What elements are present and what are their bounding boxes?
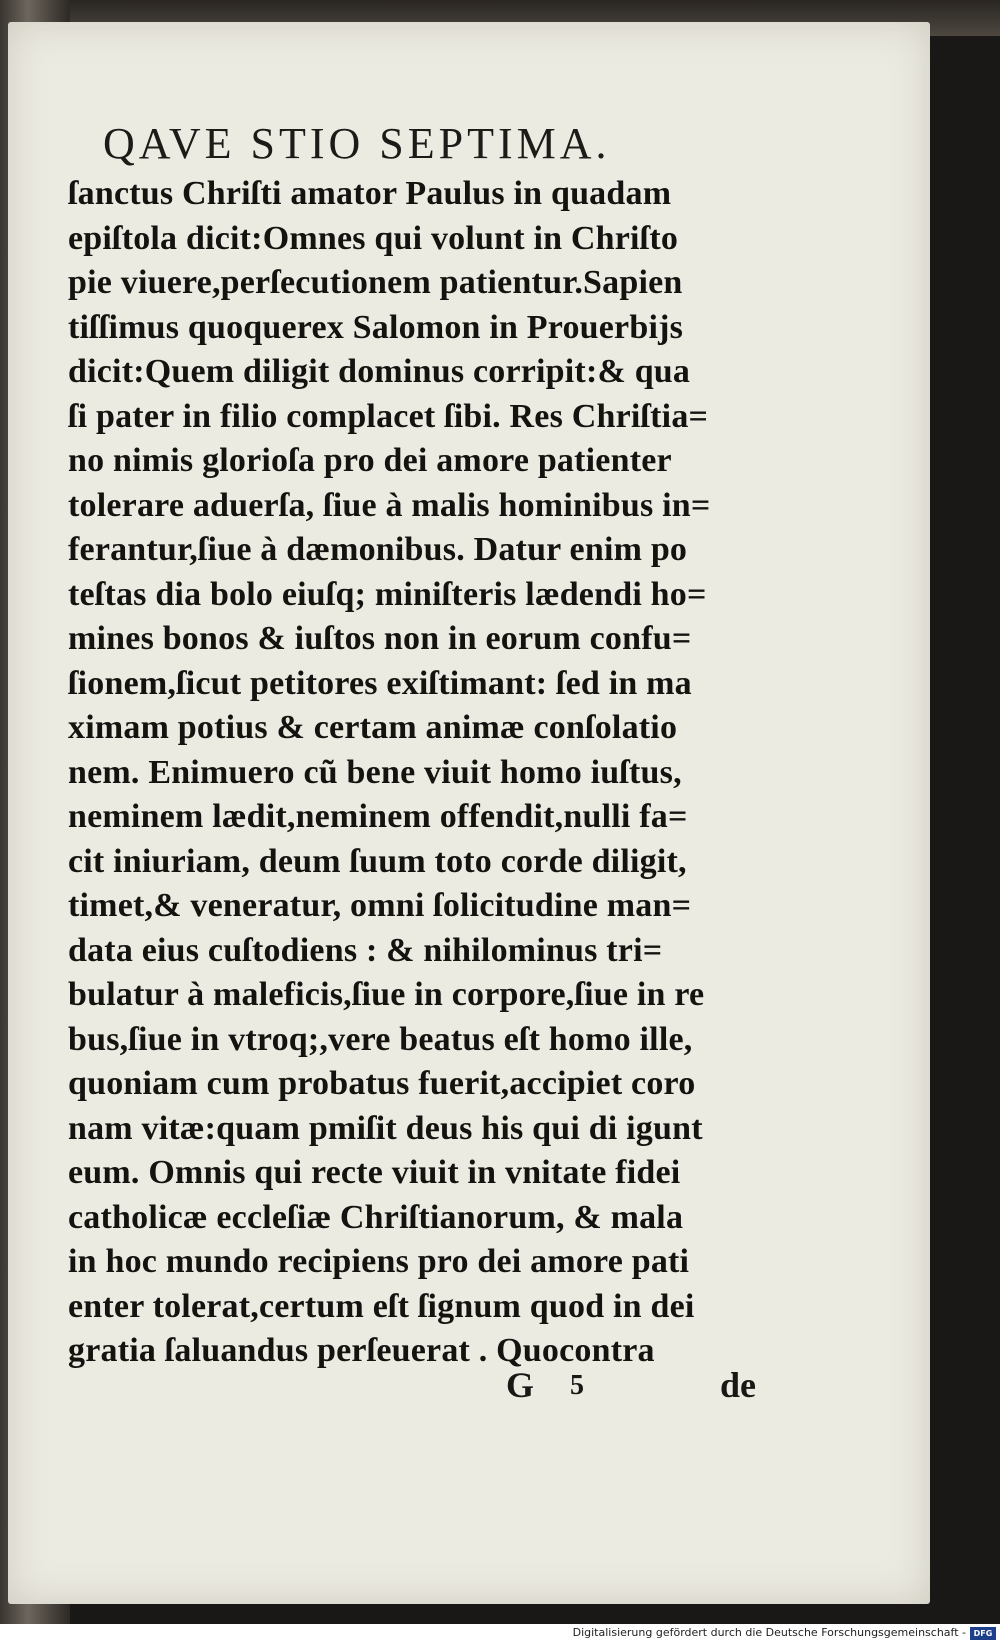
text-line: epiſtola dicit:Omnes qui volunt in Chriſto <box>68 219 679 257</box>
text-line: gratia ſaluandus perſeuerat . Quocontra <box>68 1332 655 1369</box>
catchword: de <box>720 1365 756 1405</box>
text-line: catholicæ eccleſiæ Chriſtianorum, & mala <box>68 1198 684 1236</box>
text-line: quoniam cum probatus fuerit,accipiet coro <box>68 1065 696 1102</box>
text-line: pie viuere,perſecutionem patientur.Sapien <box>68 264 683 301</box>
dfg-logo-icon: DFG <box>970 1627 996 1640</box>
text-line: neminem lædit,neminem offendit,nulli fa= <box>68 798 688 835</box>
text-line: nem. Enimuero cũ bene viuit homo iuſtus, <box>68 753 682 791</box>
text-line: teſtas dia bolo eiuſq; miniſteris lædendi ho= <box>68 575 707 613</box>
text-line: ſi pater in filio complacet ſibi. Res Chriſtia= <box>68 397 709 435</box>
signature-mark: G <box>506 1365 535 1405</box>
text-block <box>68 172 768 1374</box>
text-line: ferantur,ſiue à dæmonibus. Datur enim po <box>68 531 688 568</box>
text-line: data eius cuſtodiens : & nihilominus tri= <box>68 931 663 969</box>
text-line: enter tolerat,certum eſt ſignum quod in dei <box>68 1287 695 1325</box>
text-line: tolerare aduerſa, ſiue à malis hominibus in= <box>68 486 711 524</box>
text-line: bulatur à maleficis,ſiue in corpore,ſiue in re <box>68 976 705 1013</box>
text-line: ſionem,ſicut petitores exiſtimant: ſed in ma <box>68 664 692 702</box>
text-line: ſanctus Chriſti amator Paulus in quadam <box>68 175 672 212</box>
text-line: eum. Omnis qui recte viuit in vnitate fidei <box>68 1154 681 1191</box>
text-line: mines bonos & iuſtos non in eorum confu= <box>68 620 692 657</box>
text-line: no nimis glorioſa pro dei amore patienter <box>68 442 672 479</box>
signature-number: 5 <box>570 1370 584 1401</box>
text-line: dicit:Quem diligit dominus corripit:& qua <box>68 353 691 390</box>
book-page <box>8 22 930 1604</box>
digitization-footer <box>0 1624 1000 1644</box>
text-line: tiſſimus quoquerex Salomon in Prouerbijs <box>68 308 684 346</box>
text-line: timet,& veneratur, omni ſolicitudine man= <box>68 887 692 924</box>
footer-credit: Digitalisierung gefördert durch die Deutsche Forschungsgemeinschaft - <box>572 1626 966 1639</box>
text-line: ximam potius & certam animæ conſolatio <box>68 709 678 746</box>
text-line: nam vitæ:quam pmiſit deus his qui di igunt <box>68 1109 703 1147</box>
text-line: cit iniuriam, deum ſuum toto corde diligit, <box>68 842 687 880</box>
text-line: bus,ſiue in vtroq;,vere beatus eſt homo ille, <box>68 1020 693 1058</box>
running-head: QAVE STIO SEPTIMA. <box>103 119 611 168</box>
text-line: in hoc mundo recipiens pro dei amore pati <box>68 1243 690 1280</box>
